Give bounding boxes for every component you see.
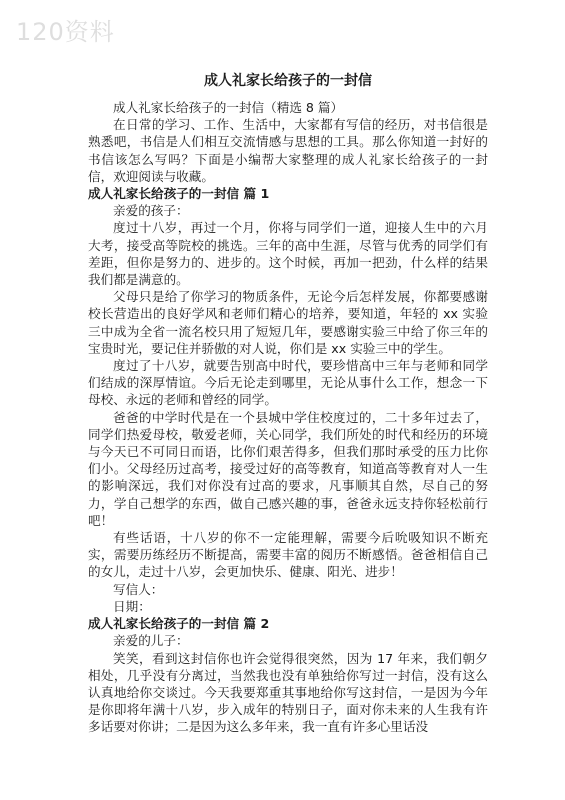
greeting-1: 亲爱的孩子： <box>113 203 189 219</box>
watermark-logo: 120资料 <box>16 18 115 46</box>
paragraph: 父母只是给了你学习的物质条件，无论今后怎样发展，你都要感谢校长营造出的良好学风和老师们精心的培养，要知道，年轻的 xx 实验三中成为全省一流名校只用了短短几年，要感谢实验三中给了你三年的宝贵时光，要记住并骄傲的对人说，你们是 xx 实验三中的学生。 <box>88 289 488 356</box>
greeting-2: 亲爱的儿子： <box>113 633 189 649</box>
document-title: 成人礼家长给孩子的一封信 <box>204 73 372 89</box>
signature-line: 写信人： <box>113 581 164 597</box>
document-subtitle: 成人礼家长给孩子的一封信（精选 8 篇） <box>113 100 344 115</box>
paragraph: 笑笑，看到这封信你也许会觉得很突然，因为 17 年来，我们朝夕相处，几乎没有分离过，当然我也没有单独给你写过一封信，没有这么认真地给你交谈过。今天我要郑重其事地给你写这封信，一是因为今年是你即将年满十八岁，步入成年的特别日子，面对你未来的人生我有许多话要对你讲；二是因为这么多年来，我一直有许多心里话没 <box>88 650 488 735</box>
section-heading-2: 成人礼家长给孩子的一封信 篇 2 <box>88 616 270 632</box>
paragraph: 爸爸的中学时代是在一个县城中学住校度过的，二十多年过去了，同学们热爱母校，敬爱老师，关心同学，我们所处的时代和经历的环境与今天已不可同日而语，比你们艰苦得多，但我们那时承受的压力比你们小。父母经历过高考，接受过好的高等教育，知道高等教育对人一生的影响深远，我们对你没有过高的要求，凡事顺其自然，尽自己的努力，学自己想学的东西，做自己感兴趣的事，爸爸永远支持你轻松前行吧！ <box>88 409 488 528</box>
document-body <box>88 99 488 736</box>
paragraph: 度过了十八岁，就要告别高中时代，要珍惜高中三年与老师和同学们结成的深厚情谊。今后无论走到哪里，无论从事什么工作，想念一下母校、永远的老师和曾经的同学。 <box>88 358 488 408</box>
intro-paragraph: 在日常的学习、工作、生活中，大家都有写信的经历，对书信很是熟悉吧，书信是人们相互交流情感与思想的工具。那么你知道一封好的书信该怎么写吗？下面是小编帮大家整理的成人礼家长给孩子的一封信，欢迎阅读与收藏。 <box>88 117 488 184</box>
paragraph: 有些话语，十八岁的你不一定能理解，需要今后吮吸知识不断充实，需要历练经历不断提高，需要丰富的阅历不断感悟。爸爸相信自己的女儿，走过十八岁，会更加快乐、健康、阳光、进步！ <box>88 530 488 580</box>
paragraph: 度过十八岁，再过一个月，你将与同学们一道，迎接人生中的六月大考，接受高等院校的挑选。三年的高中生涯，尽管与优秀的同学们有差距，但你是努力的、进步的。这个时候，再加一把劲，什么样的结果我们都是满意的。 <box>88 220 488 288</box>
date-line: 日期： <box>113 598 151 614</box>
section-heading-1: 成人礼家长给孩子的一封信 篇 1 <box>88 186 270 202</box>
